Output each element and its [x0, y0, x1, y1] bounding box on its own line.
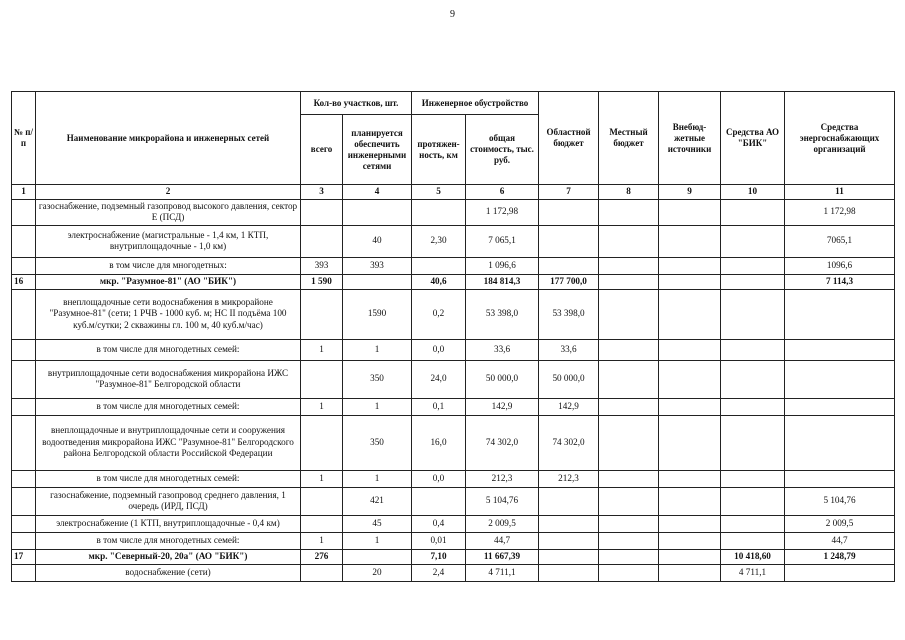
cell-total: 1 590 [301, 274, 343, 289]
cell-length: 0,4 [412, 515, 466, 532]
cell-offbudget [659, 487, 721, 515]
header-plots-planned: планируется обеспечить инженерными сетями [343, 115, 412, 185]
cell-bik [721, 532, 785, 549]
cell-bik [721, 257, 785, 274]
cell-length: 0,0 [412, 339, 466, 360]
cell-regional: 177 700,0 [539, 274, 599, 289]
cell-no [12, 257, 36, 274]
cell-no [12, 564, 36, 581]
cell-name: в том числе для многодетных семей: [36, 532, 301, 549]
cell-no: 17 [12, 549, 36, 564]
header-infra-group: Инженерное обустройство [412, 92, 539, 115]
cell-name: электроснабжение (магистральные - 1,4 км, 1 КТП, внутриплощадочные - 1,0 км) [36, 225, 301, 257]
cell-total: 1 [301, 470, 343, 487]
cell-bik [721, 289, 785, 339]
table-row [12, 515, 895, 532]
column-number-cell: 2 [36, 185, 301, 200]
cell-local [599, 398, 659, 415]
cell-cost: 1 172,98 [466, 199, 539, 225]
cell-no [12, 289, 36, 339]
table-row [12, 549, 895, 564]
cell-length: 0,01 [412, 532, 466, 549]
cell-total: 1 [301, 398, 343, 415]
cell-length: 40,6 [412, 274, 466, 289]
cell-planned: 45 [343, 515, 412, 532]
cell-planned: 1 [343, 532, 412, 549]
table-row [12, 274, 895, 289]
cell-bik [721, 515, 785, 532]
cell-offbudget [659, 339, 721, 360]
cell-energy [785, 289, 895, 339]
cell-total [301, 199, 343, 225]
cell-length: 2,4 [412, 564, 466, 581]
cell-total: 276 [301, 549, 343, 564]
cell-bik [721, 199, 785, 225]
cell-regional: 212,3 [539, 470, 599, 487]
cell-bik [721, 225, 785, 257]
header-infra-cost: общая стоимость, тыс. руб. [466, 115, 539, 185]
cell-length: 2,30 [412, 225, 466, 257]
cell-energy: 7 114,3 [785, 274, 895, 289]
cell-offbudget [659, 532, 721, 549]
cell-name: в том числе для многодетных семей: [36, 398, 301, 415]
cell-length [412, 257, 466, 274]
cell-energy [785, 564, 895, 581]
cell-regional [539, 564, 599, 581]
cell-bik [721, 415, 785, 470]
page-number: 9 [450, 9, 455, 20]
cell-bik [721, 470, 785, 487]
cell-offbudget [659, 199, 721, 225]
column-number-row [12, 185, 895, 200]
table-row [12, 564, 895, 581]
table-row [12, 339, 895, 360]
cell-cost: 184 814,3 [466, 274, 539, 289]
cell-planned: 350 [343, 415, 412, 470]
cell-planned [343, 549, 412, 564]
cell-local [599, 257, 659, 274]
header-name: Наименование микрорайона и инженерных сетей [36, 92, 301, 185]
cell-total [301, 415, 343, 470]
column-number-cell: 8 [599, 185, 659, 200]
cell-total [301, 515, 343, 532]
cell-bik [721, 274, 785, 289]
header-plots-total: всего [301, 115, 343, 185]
cell-energy [785, 339, 895, 360]
cell-no [12, 339, 36, 360]
cell-planned [343, 274, 412, 289]
cell-no [12, 360, 36, 398]
cell-no: 16 [12, 274, 36, 289]
table-row [12, 289, 895, 339]
table-row [12, 398, 895, 415]
cell-length [412, 487, 466, 515]
cell-planned: 1 [343, 339, 412, 360]
cell-offbudget [659, 549, 721, 564]
header-regional: Областной бюджет [539, 92, 599, 185]
cell-energy [785, 470, 895, 487]
cell-cost: 1 096,6 [466, 257, 539, 274]
table-row [12, 360, 895, 398]
cell-planned: 1 [343, 470, 412, 487]
cell-total [301, 360, 343, 398]
cell-regional [539, 257, 599, 274]
cell-offbudget [659, 257, 721, 274]
cell-energy: 2 009,5 [785, 515, 895, 532]
cell-no [12, 199, 36, 225]
cell-regional [539, 225, 599, 257]
header-offbudget: Внебюд-жетные источники [659, 92, 721, 185]
cell-local [599, 564, 659, 581]
cell-no [12, 515, 36, 532]
cell-length: 0,1 [412, 398, 466, 415]
cell-cost: 11 667,39 [466, 549, 539, 564]
cell-offbudget [659, 360, 721, 398]
cell-offbudget [659, 470, 721, 487]
cell-length [412, 199, 466, 225]
cell-bik [721, 487, 785, 515]
table-row [12, 470, 895, 487]
cell-energy: 44,7 [785, 532, 895, 549]
cell-name: водоснабжение (сети) [36, 564, 301, 581]
cell-length: 7,10 [412, 549, 466, 564]
column-number-cell: 10 [721, 185, 785, 200]
table-body [12, 199, 895, 581]
header-infra-length: протяжен-ность, км [412, 115, 466, 185]
table-row [12, 257, 895, 274]
table-row [12, 415, 895, 470]
cell-energy [785, 360, 895, 398]
cell-name: в том числе для многодетных семей: [36, 339, 301, 360]
cell-length: 0,0 [412, 470, 466, 487]
cell-regional [539, 515, 599, 532]
cell-name: газоснабжение, подземный газопровод высокого давления, сектор Е (ПСД) [36, 199, 301, 225]
column-number-cell: 5 [412, 185, 466, 200]
cell-regional: 142,9 [539, 398, 599, 415]
column-number-cell: 1 [12, 185, 36, 200]
cell-no [12, 415, 36, 470]
cell-total: 1 [301, 339, 343, 360]
cell-cost: 4 711,1 [466, 564, 539, 581]
cell-regional: 53 398,0 [539, 289, 599, 339]
cell-name: внутриплощадочные сети водоснабжения микрорайона ИЖС "Разумное-81" Белгородской области [36, 360, 301, 398]
cell-local [599, 339, 659, 360]
cell-offbudget [659, 564, 721, 581]
header-plots-group: Кол-во участков, шт. [301, 92, 412, 115]
column-number-cell: 7 [539, 185, 599, 200]
header-bik: Средства АО "БИК" [721, 92, 785, 185]
cell-local [599, 549, 659, 564]
cell-local [599, 199, 659, 225]
cell-planned [343, 199, 412, 225]
cell-bik: 10 418,60 [721, 549, 785, 564]
cell-regional [539, 199, 599, 225]
table-row [12, 487, 895, 515]
cell-name: внеплощадочные и внутриплощадочные сети и сооружения водоотведения микрорайона ИЖС "Разумное-81" Белгородского района Белгородской области Российской Федерации [36, 415, 301, 470]
cell-local [599, 532, 659, 549]
cell-no [12, 470, 36, 487]
cell-no [12, 225, 36, 257]
cell-local [599, 289, 659, 339]
cell-name: внеплощадочные сети водоснабжения в микрорайоне "Разумное-81" (сети; 1 РЧВ - 1000 куб. м; НС II подъёма 100 куб.м/сутки; 2 скважины гл. 100 м, 40 куб.м/час) [36, 289, 301, 339]
column-number-cell: 9 [659, 185, 721, 200]
cell-offbudget [659, 289, 721, 339]
cell-length: 0,2 [412, 289, 466, 339]
table-header [12, 92, 895, 200]
cell-total [301, 225, 343, 257]
cell-regional [539, 532, 599, 549]
cell-regional [539, 487, 599, 515]
cell-planned: 350 [343, 360, 412, 398]
column-number-cell: 3 [301, 185, 343, 200]
header-energy: Средства энергоснабжающих организаций [785, 92, 895, 185]
cell-length: 24,0 [412, 360, 466, 398]
column-number-cell: 4 [343, 185, 412, 200]
cell-local [599, 470, 659, 487]
table-row [12, 532, 895, 549]
cell-regional: 50 000,0 [539, 360, 599, 398]
cell-name: газоснабжение, подземный газопровод среднего давления, 1 очередь (ИРД, ПСД) [36, 487, 301, 515]
cell-regional: 74 302,0 [539, 415, 599, 470]
cell-name: электроснабжение (1 КТП, внутриплощадочные - 0,4 км) [36, 515, 301, 532]
cell-total: 393 [301, 257, 343, 274]
cell-planned: 421 [343, 487, 412, 515]
cell-planned: 1 [343, 398, 412, 415]
cell-bik [721, 339, 785, 360]
cell-total: 1 [301, 532, 343, 549]
cell-local [599, 515, 659, 532]
column-number-cell: 11 [785, 185, 895, 200]
cell-cost: 53 398,0 [466, 289, 539, 339]
cell-bik [721, 398, 785, 415]
table-row [12, 225, 895, 257]
cell-name: мкр. "Разумное-81" (АО "БИК") [36, 274, 301, 289]
cell-cost: 142,9 [466, 398, 539, 415]
cell-total [301, 289, 343, 339]
cell-name: в том числе для многодетных: [36, 257, 301, 274]
cell-energy: 1 172,98 [785, 199, 895, 225]
cell-cost: 44,7 [466, 532, 539, 549]
cell-offbudget [659, 274, 721, 289]
cell-cost: 2 009,5 [466, 515, 539, 532]
cell-energy: 5 104,76 [785, 487, 895, 515]
cell-local [599, 225, 659, 257]
cell-no [12, 532, 36, 549]
cell-cost: 212,3 [466, 470, 539, 487]
cell-bik: 4 711,1 [721, 564, 785, 581]
cell-no [12, 487, 36, 515]
cell-energy [785, 415, 895, 470]
cell-cost: 5 104,76 [466, 487, 539, 515]
financing-table [11, 91, 895, 582]
header-local: Местный бюджет [599, 92, 659, 185]
cell-offbudget [659, 398, 721, 415]
cell-cost: 7 065,1 [466, 225, 539, 257]
column-number-cell: 6 [466, 185, 539, 200]
cell-offbudget [659, 415, 721, 470]
cell-energy: 1096,6 [785, 257, 895, 274]
cell-energy [785, 398, 895, 415]
cell-bik [721, 360, 785, 398]
cell-name: в том числе для многодетных семей: [36, 470, 301, 487]
cell-local [599, 487, 659, 515]
cell-local [599, 415, 659, 470]
cell-offbudget [659, 515, 721, 532]
table-row [12, 199, 895, 225]
cell-planned: 20 [343, 564, 412, 581]
cell-cost: 33,6 [466, 339, 539, 360]
cell-planned: 40 [343, 225, 412, 257]
cell-energy: 7065,1 [785, 225, 895, 257]
cell-cost: 50 000,0 [466, 360, 539, 398]
cell-regional [539, 549, 599, 564]
cell-planned: 393 [343, 257, 412, 274]
cell-planned: 1590 [343, 289, 412, 339]
cell-name: мкр. "Северный-20, 20а" (АО "БИК") [36, 549, 301, 564]
cell-local [599, 360, 659, 398]
header-no: № п/п [12, 92, 36, 185]
cell-cost: 74 302,0 [466, 415, 539, 470]
cell-energy: 1 248,79 [785, 549, 895, 564]
cell-local [599, 274, 659, 289]
cell-offbudget [659, 225, 721, 257]
cell-total [301, 487, 343, 515]
cell-total [301, 564, 343, 581]
cell-length: 16,0 [412, 415, 466, 470]
cell-regional: 33,6 [539, 339, 599, 360]
cell-no [12, 398, 36, 415]
